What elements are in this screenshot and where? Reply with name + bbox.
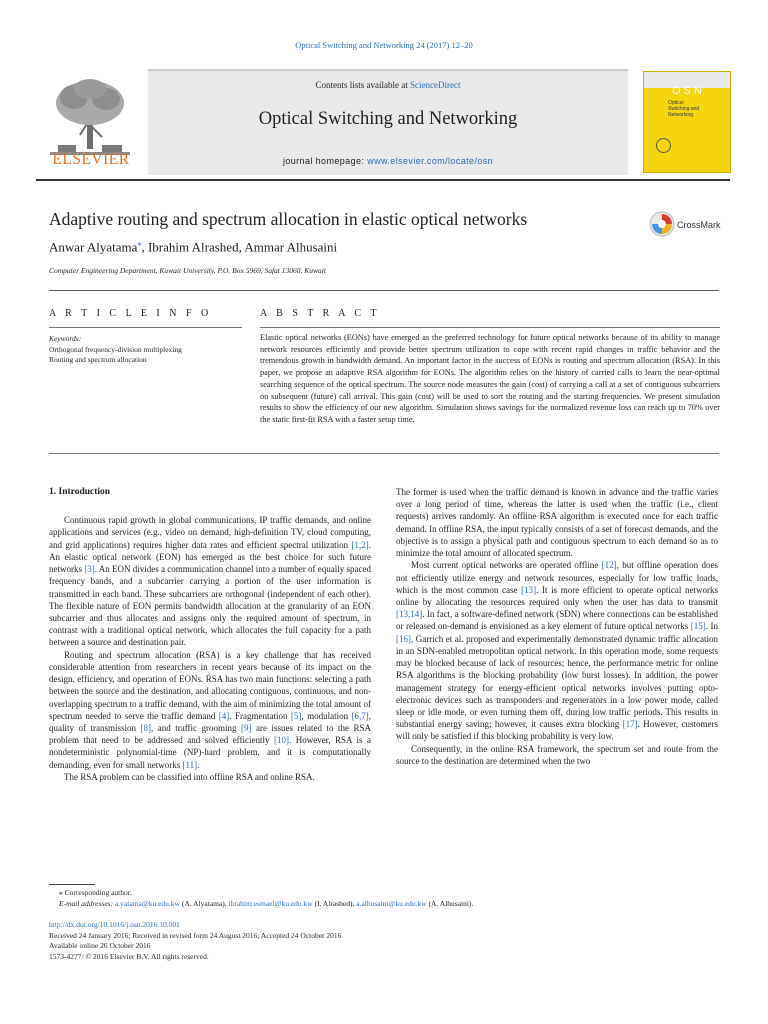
corresponding-author-mark[interactable]: ⁎ <box>137 239 142 248</box>
citation-reference-link[interactable]: [8] <box>140 722 151 733</box>
paragraph-text: . However, RSA is a nondeterministic polynomial-time (NP)-hard problem, and it is computationally demanding, even for small networks <box>49 735 371 770</box>
publication-info <box>49 920 719 962</box>
paragraph-text: . An EON divides a communication channel into a number of equally spaced frequency bands, and a subcarrier carrying a portion of the user information is transmitted in each band. These subcarriers are orthogonal (independent of each other). The flexible nature of EON permits bandwidth allocation at the granularity of an EON subcarrier and thus allocates and assigns only the required amount of spectrum, in contrast with a traditional optical network, which allocates the full capacity for a path between a source and destination pair. <box>49 564 371 648</box>
paragraph <box>49 771 371 783</box>
keyword-item: Orthogonal frequency-division multiplexing <box>49 344 182 354</box>
copyright: 1573-4277/ © 2016 Elsevier B.V. All rights reserved. <box>49 951 209 961</box>
citation-reference-link[interactable]: [1,2] <box>351 539 369 550</box>
citation-reference-link[interactable]: [10] <box>273 735 289 746</box>
paragraph-text: . However, customers will only be satisfied if this blocking probability is very low. <box>396 719 718 742</box>
citation-reference-link[interactable]: [5] <box>290 710 302 721</box>
paragraph-text: . In <box>705 621 719 632</box>
cover-title-line: Networking <box>668 112 694 118</box>
sciencedirect-link[interactable]: ScienceDirect <box>410 80 461 90</box>
article-title: Adaptive routing and spectrum allocation in elastic optical networks <box>49 209 528 229</box>
paragraph-text: , quality of transmission <box>49 710 371 733</box>
body-column-left <box>49 486 371 783</box>
cover-seal-icon <box>656 138 671 153</box>
footnote-divider <box>49 884 95 885</box>
paragraph-text: Routing and spectrum allocation (RSA) is a key challenge that has received considerable attention from researchers in recent years because of its impact on the design, efficiency, and operation of EONs. RSA has two main functions: selecting a path between the source and the destination, and allocating contiguous, continuous, and non-overlapping spectrum to a traffic demand, with the aim of minimizing the total amount of spectrum needed to serve the traffic demand <box>49 649 372 721</box>
contents-line <box>148 80 628 90</box>
citation-reference-link[interactable]: [12] <box>601 560 617 571</box>
cover-title-line: Switching and <box>668 106 700 112</box>
paragraph-text: Continuous rapid growth in global communications, IP traffic demands, and online applications and services (e.g., video on demand, high-definition TV, cloud computing, and grid applications) requires higher data rates and efficient spectral utilization <box>49 515 371 550</box>
citation-reference-link[interactable]: [9] <box>241 722 252 733</box>
author-names: , Ibrahim Alrashed, Ammar Alhusaini <box>141 239 338 255</box>
email-link[interactable]: a.alhusaini@ku.edu.kw <box>356 898 427 908</box>
paragraph <box>396 486 718 559</box>
article-info-divider <box>49 327 242 328</box>
footnotes <box>49 888 719 909</box>
paragraph <box>49 514 371 648</box>
email-owner: (I. Alrashed), <box>312 898 357 908</box>
cover-mark: OSN <box>672 85 705 97</box>
email-link[interactable]: ibrahim.esmael@ku.edu.kw <box>228 898 313 908</box>
citation-reference-link[interactable]: [11] <box>182 759 198 770</box>
journal-homepage-link[interactable]: www.elsevier.com/locate/osn <box>367 156 494 166</box>
journal-header-box <box>148 69 628 175</box>
citation-reference-link[interactable]: [17] <box>622 719 638 730</box>
paragraph-text: , and traffic grooming <box>150 722 242 733</box>
crossmark-label: CrossMark <box>677 220 721 230</box>
author-list <box>49 239 337 255</box>
author-name[interactable]: Anwar Alyatama <box>49 239 138 255</box>
citation-reference-link[interactable]: [15] <box>690 621 706 632</box>
author-affiliation: Computer Engineering Department, Kuwait University, P.O. Box 5969, Safat 13060, Kuwait <box>49 266 326 275</box>
keywords-label: Keywords: <box>49 334 82 343</box>
email-addresses <box>49 899 719 910</box>
journal-header <box>36 69 730 181</box>
journal-citation[interactable]: Optical Switching and Networking 24 (2017) 12–20 <box>295 40 473 50</box>
paragraph <box>396 559 718 742</box>
paragraph <box>396 743 718 767</box>
abstract-divider <box>260 327 720 328</box>
abstract-bottom-divider <box>49 453 719 454</box>
journal-cover-thumbnail <box>643 71 731 173</box>
paragraph-text: . <box>197 759 200 770</box>
paragraph-text: , Garrich et al. proposed and experimentally demonstrated dynamic traffic allocation in an SDN-enabled metropolitan optical network. In this operation mode, some requests may be blocked because of lack of resources; hence, the performance metric for online RSA algorithms is the blocking probability (low burst losses). In addition, the power management strategy for energy-efficient optical networks involves putting opto-electronic devices such as transponders and regenerators in a low power mode, called sleep or idle mode, or even turning them off, during low traffic periods. This results in substantial energy saving; however, it causes extra blocking <box>396 633 718 730</box>
paragraph-text: Consequently, in the online RSA framework, the spectrum set and route from the source to the destination are determined when the two <box>396 743 718 766</box>
received-dates: Received 24 January 2016; Received in revised form 24 August 2016; Accepted 24 October 2016 <box>49 930 342 940</box>
section-title: 1. Introduction <box>49 487 111 497</box>
email-link[interactable]: a.yatama@ku.edu.kw <box>114 898 180 908</box>
journal-homepage-line <box>148 156 628 166</box>
crossmark-icon <box>649 211 675 237</box>
citation-reference-link[interactable]: [13] <box>521 584 537 595</box>
citation-reference-link[interactable]: [6,7] <box>351 710 369 721</box>
paragraph-text: . Fragmentation <box>229 710 291 721</box>
email-owner: (A. Alyatama), <box>179 898 229 908</box>
abstract-text: Elastic optical networks (EONs) have emerged as the preferred technology for future optical networks because of its ability to manage network resources efficiently and provide better spectrum utilization to cope with recent rapid changes in traffic behavior and the tremendous growth in bandwidth demand. An important factor in the success of EONs is routing and spectrum allocation (RSA). In this paper, we propose an adaptive RSA algorithm for EONs. The algorithm relies on the history of carried calls to learn the near-optimal searching sequence of the optical spectrum. The source node measures the gain (cost) of carrying a call at a set of contiguous subcarriers on subsequent (future) call arrival. This gain (cost) will be used to sort the routing and the starting frequencies. We present simulation results to show the efficiency of our new algorithm. Simulation shows savings for the normalized revenue loss can reach up to 70% over the static first-fit RSA with a faster setup time. <box>260 333 720 424</box>
publisher-name: ELSEVIER <box>52 151 130 168</box>
journal-title: Optical Switching and Networking <box>258 109 518 129</box>
paragraph-text: , modulation <box>301 710 352 721</box>
citation-reference-link[interactable]: [13,14] <box>396 609 423 620</box>
paragraph-text: are issues related to the RSA problem that need to be addressed and solved efficiently <box>49 722 371 746</box>
paragraph-text: . An elastic optical network (EON) has emerged as the best choice for such future networks <box>49 539 371 575</box>
paragraph-text: . In fact, a software-defined network (SDN) where connections can be established or released on-demand is envisioned as a key element of future optical networks <box>396 609 718 632</box>
paragraph-text: The former is used when the traffic demand is known in advance and the traffic varies over a long period of time, whereas the latter is used when the traffic (i.e., client requests) arrives randomly. An offline RSA algorithm is executed once for each traffic demand. In offline RSA, the input typically consists of a set of forecast demands, and the objective is to assign a physical path and contiguous spectrum to each demand so as to minimize the total amount of allocated spectrum. <box>396 487 718 559</box>
header-divider <box>36 179 730 181</box>
available-online: Available online 26 October 2016 <box>49 941 151 950</box>
citation-reference-link[interactable]: [3] <box>84 564 95 575</box>
keyword-item: Routing and spectrum allocation <box>49 355 147 364</box>
abstract-heading: A B S T R A C T <box>260 308 381 319</box>
crossmark-badge[interactable] <box>649 211 745 241</box>
paragraph <box>49 649 371 771</box>
keywords-block <box>49 334 249 366</box>
contents-prefix: Contents lists available at <box>315 80 410 90</box>
email-label: E-mail addresses: <box>59 898 115 908</box>
citation-reference-link[interactable]: [16] <box>396 633 411 644</box>
body-column-right <box>396 486 718 767</box>
homepage-prefix: journal homepage: <box>282 156 368 166</box>
citation-reference-link[interactable]: [4] <box>218 710 230 721</box>
paragraph-text: , but offline operation does not efficiently utilize energy and network resources, especially for low traffic loads, which is the most common case <box>396 560 719 595</box>
article-info-heading: A R T I C L E I N F O <box>49 308 212 319</box>
paragraph-text: Most current optical networks are operated offline <box>411 560 602 571</box>
cover-title-line: Optical <box>668 100 684 106</box>
cover-title <box>668 100 699 118</box>
paragraph-text: . It is more efficient to operate optical networks online by allocating the resources required only when the user has data to transmit <box>396 584 718 607</box>
email-owner: (A. Alhusaini). <box>426 898 474 908</box>
title-divider <box>49 290 719 291</box>
doi-link[interactable]: http://dx.doi.org/10.1016/j.osn.2016.10.001 <box>49 920 180 929</box>
paragraph-text: The RSA problem can be classified into offline RSA and online RSA. <box>64 771 315 782</box>
corresponding-author-note: ⁎ Corresponding author. <box>59 888 132 897</box>
